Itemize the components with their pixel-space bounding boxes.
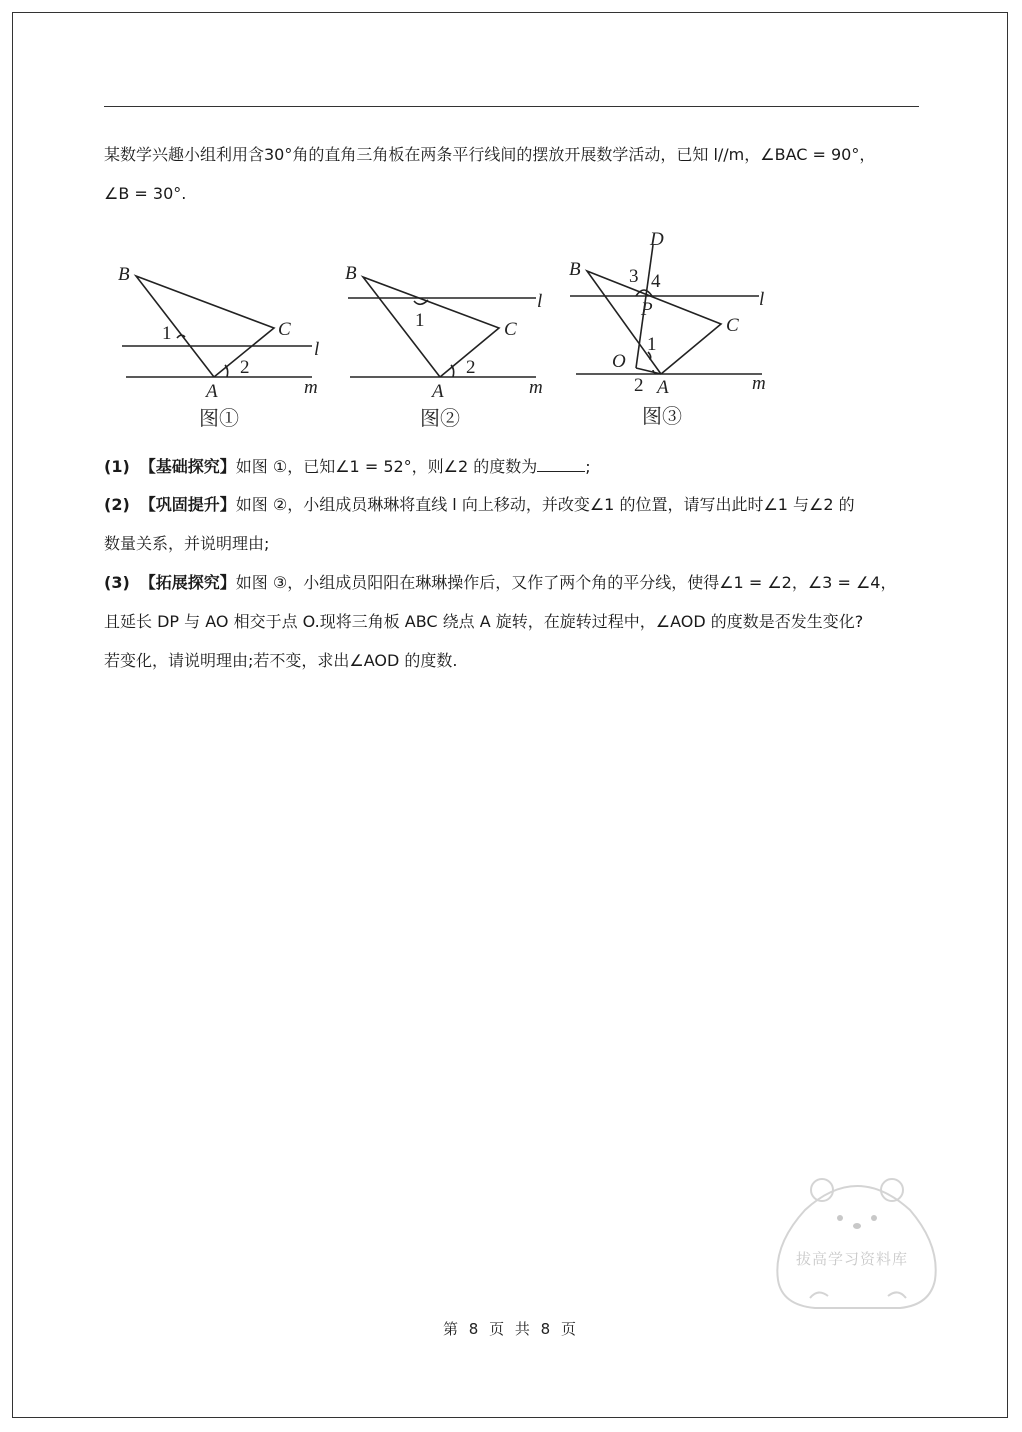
fig1-label-l: l [314, 339, 320, 360]
figure-3-labels [569, 229, 766, 428]
question-1-end: ; [585, 457, 591, 476]
fig2-label-m: m [529, 377, 543, 398]
figure-2-labels [345, 263, 543, 430]
question-3-tag: 【拓展探究】 [139, 573, 236, 592]
fig3-label-l: l [759, 289, 765, 310]
answer-blank [537, 457, 585, 472]
fig3-label-P: P [641, 299, 653, 320]
fig3-label-C: C [726, 315, 739, 336]
figure-3 [570, 245, 765, 374]
fig2-angle-1: 1 [415, 310, 425, 331]
page-footer: 第 8 页 共 8 页 [443, 1320, 579, 1338]
problem-intro-line2: ∠B = 30°. [104, 184, 187, 203]
fig2-label-A: A [432, 381, 444, 402]
header-rule [104, 106, 919, 107]
fig2-label-l: l [537, 291, 543, 312]
figure-1-labels [118, 264, 319, 430]
question-1-text: 如图 ①，已知∠1 = 52°，则∠2 的度数为 [235, 457, 538, 476]
fig2-label-C: C [504, 319, 517, 340]
fig3-angle-1: 1 [647, 334, 657, 355]
fig1-label-A: A [206, 381, 218, 402]
fig3-caption: 图③ [642, 406, 682, 428]
fig3-label-A: A [657, 377, 669, 398]
question-2-line1 [104, 494, 855, 516]
bear-watermark-icon [770, 1170, 945, 1310]
fig2-label-B: B [345, 263, 357, 284]
question-1 [104, 456, 591, 478]
fig3-angle-2: 2 [634, 375, 644, 396]
question-3-line1 [104, 572, 896, 594]
question-2-number: (2) [104, 495, 130, 514]
fig1-label-m: m [304, 377, 318, 398]
fig1-caption: 图① [199, 408, 239, 430]
fig3-label-m: m [752, 373, 766, 394]
fig3-label-D: D [650, 229, 664, 250]
fig3-angle-3: 3 [629, 266, 639, 287]
fig3-label-B: B [569, 259, 581, 280]
problem-intro-line1: 某数学兴趣小组利用含30°角的直角三角板在两条平行线间的摆放开展数学活动，已知 l//m，∠BAC = 90°， [104, 145, 876, 164]
fig3-label-O: O [612, 351, 626, 372]
question-3-line3: 若变化，请说明理由;若不变，求出∠AOD 的度数. [104, 651, 458, 670]
fig3-angle-4: 4 [651, 271, 661, 292]
question-3-number: (3) [104, 573, 130, 592]
question-3-line2: 且延长 DP 与 AO 相交于点 O.现将三角板 ABC 绕点 A 旋转，在旋转过程中，∠AOD 的度数是否发生变化? [104, 612, 864, 631]
fig1-angle-1: 1 [162, 323, 172, 344]
fig2-angle-2: 2 [466, 357, 476, 378]
fig1-angle-2: 2 [240, 357, 250, 378]
fig1-label-B: B [118, 264, 130, 285]
fig2-caption: 图② [420, 408, 460, 430]
question-2-line2: 数量关系，并说明理由; [104, 534, 270, 553]
geometry-figures [104, 225, 794, 440]
question-2-tag: 【巩固提升】 [139, 495, 236, 514]
question-3-text-1: 如图 ③，小组成员阳阳在琳琳操作后，又作了两个角的平分线，使得∠1 = ∠2，∠3 = ∠4， [235, 573, 897, 592]
question-1-tag: 【基础探究】 [139, 457, 236, 476]
watermark-text: 拔高学习资料库 [796, 1250, 909, 1268]
question-2-text-1: 如图 ②，小组成员琳琳将直线 l 向上移动，并改变∠1 的位置，请写出此时∠1 与∠2 的 [235, 495, 855, 514]
question-1-number: (1) [104, 457, 130, 476]
fig1-label-C: C [278, 319, 291, 340]
